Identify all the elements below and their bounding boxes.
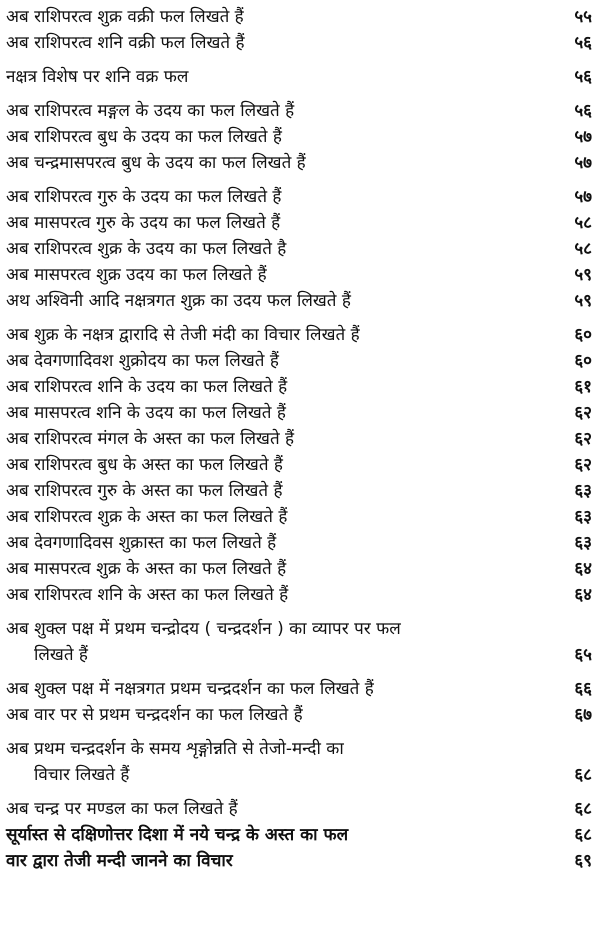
toc-entry-page: ६०	[574, 325, 592, 345]
toc-entry-title: अब राशिपरत्व शनि के उदय का फल लिखते हैं	[6, 377, 288, 397]
toc-entry	[6, 478, 596, 504]
toc-entry-page: ५८	[574, 239, 592, 259]
toc-entry	[6, 582, 596, 608]
toc-entry-title-line1: अब शुक्ल पक्ष में प्रथम चन्द्रोदय ( चन्द्रदर्शन ) का व्यापर पर फल	[6, 619, 401, 639]
toc-entry-title: अब राशिपरत्व शनि वक्री फल लिखते हैं	[6, 33, 245, 53]
toc-entry-title: सूर्यास्त से दक्षिणोत्तर दिशा में नये चन्द्र के अस्त का फल	[6, 825, 349, 845]
toc-entry-page: ५६	[574, 33, 592, 53]
toc-entry-page: ५६	[574, 67, 592, 87]
toc-entry-page: ६८	[574, 765, 592, 785]
toc-entry	[6, 30, 596, 56]
toc-entry	[6, 262, 596, 288]
toc-entry	[6, 848, 596, 874]
toc-entry	[6, 796, 596, 822]
toc-entry	[6, 556, 596, 582]
toc-entry-title: अब देवगणादिवश शुक्रोदय का फल लिखते हैं	[6, 351, 279, 371]
toc-entry	[6, 676, 596, 702]
toc-entry-title: अब मासपरत्व गुरु के उदय का फल लिखते हैं	[6, 213, 281, 233]
toc-entry-page: ६२	[574, 403, 592, 423]
toc-entry	[6, 736, 596, 788]
toc-entry-page: ६६	[574, 679, 592, 699]
toc-entry-page: ६८	[574, 825, 592, 845]
toc-entry-title: अब देवगणादिवस शुक्रास्त का फल लिखते हैं	[6, 533, 277, 553]
toc-entry-title: अब चन्द्रमासपरत्व बुध के उदय का फल लिखते हैं	[6, 153, 306, 173]
toc-entry-title: अथ अश्विनी आदि नक्षत्रगत शुक्र का उदय फल लिखते हैं	[6, 291, 351, 311]
toc-entry-title: अब राशिपरत्व शुक्र के अस्त का फल लिखते हैं	[6, 507, 288, 527]
toc-entry-page: ६३	[574, 533, 592, 553]
toc-entry-page: ६९	[574, 851, 592, 871]
toc-entry-page: ६४	[574, 559, 592, 579]
toc-entry	[6, 288, 596, 314]
toc-entry-page: ६३	[574, 507, 592, 527]
toc-entry	[6, 530, 596, 556]
toc-entry	[6, 322, 596, 348]
table-of-contents	[6, 4, 596, 874]
toc-entry-title: अब राशिपरत्व गुरु के उदय का फल लिखते हैं	[6, 187, 282, 207]
toc-entry-page: ६३	[574, 481, 592, 501]
toc-entry	[6, 702, 596, 728]
toc-entry-title: अब मासपरत्व शनि के उदय का फल लिखते हैं	[6, 403, 286, 423]
toc-entry	[6, 184, 596, 210]
toc-entry	[6, 426, 596, 452]
toc-entry-title-line2: लिखते हैं	[34, 645, 88, 665]
toc-entry-title: अब राशिपरत्व बुध के अस्त का फल लिखते हैं	[6, 455, 283, 475]
toc-entry-page: ६५	[574, 645, 592, 665]
toc-entry-title: अब राशिपरत्व बुध के उदय का फल लिखते हैं	[6, 127, 282, 147]
toc-entry-title-line1: अब प्रथम चन्द्रदर्शन के समय शृङ्गोन्नति से तेजो-मन्दी का	[6, 739, 344, 759]
toc-entry-title: नक्षत्र विशेष पर शनि वक्र फल	[6, 67, 189, 87]
toc-entry-page: ६२	[574, 455, 592, 475]
toc-entry	[6, 504, 596, 530]
toc-entry-page: ५७	[574, 187, 592, 207]
toc-entry	[6, 64, 596, 90]
toc-entry	[6, 400, 596, 426]
toc-entry-page: ५९	[574, 265, 592, 285]
toc-entry-title: अब मासपरत्व शुक्र के अस्त का फल लिखते हैं	[6, 559, 287, 579]
toc-entry-page: ५७	[574, 153, 592, 173]
toc-entry	[6, 150, 596, 176]
toc-entry-title: अब राशिपरत्व गुरु के अस्त का फल लिखते हैं	[6, 481, 283, 501]
toc-entry-title: अब राशिपरत्व शनि के अस्त का फल लिखते हैं	[6, 585, 289, 605]
toc-entry-title: अब वार पर से प्रथम चन्द्रदर्शन का फल लिखते हैं	[6, 705, 303, 725]
toc-entry	[6, 210, 596, 236]
toc-entry-page: ५८	[574, 213, 592, 233]
toc-entry	[6, 98, 596, 124]
toc-entry-page: ५५	[574, 7, 592, 27]
toc-entry-title: वार द्वारा तेजी मन्दी जानने का विचार	[6, 851, 233, 871]
toc-entry-page: ५७	[574, 127, 592, 147]
toc-entry	[6, 452, 596, 478]
toc-entry-title: अब राशिपरत्व मङ्गल के उदय का फल लिखते हैं	[6, 101, 295, 121]
toc-entry	[6, 348, 596, 374]
toc-entry-title: अब शुक्ल पक्ष में नक्षत्रगत प्रथम चन्द्रदर्शन का फल लिखते हैं	[6, 679, 374, 699]
toc-entry-title	[6, 736, 596, 788]
toc-entry-title	[6, 616, 596, 668]
toc-entry-page: ५६	[574, 101, 592, 121]
toc-entry	[6, 236, 596, 262]
toc-entry-title: अब राशिपरत्व मंगल के अस्त का फल लिखते हैं	[6, 429, 295, 449]
toc-entry-page: ६०	[574, 351, 592, 371]
toc-entry-page: ६१	[574, 377, 592, 397]
toc-entry-title: अब राशिपरत्व शुक्र वक्री फल लिखते हैं	[6, 7, 244, 27]
toc-entry	[6, 822, 596, 848]
toc-entry-title: अब चन्द्र पर मण्डल का फल लिखते हैं	[6, 799, 238, 819]
toc-entry-title-line2: विचार लिखते हैं	[34, 765, 130, 785]
toc-entry-title: अब शुक्र के नक्षत्र द्वारादि से तेजी मंदी का विचार लिखते हैं	[6, 325, 360, 345]
toc-entry-page: ६७	[574, 705, 592, 725]
toc-entry-title: अब मासपरत्व शुक्र उदय का फल लिखते हैं	[6, 265, 267, 285]
toc-entry-page: ६२	[574, 429, 592, 449]
toc-entry	[6, 374, 596, 400]
toc-entry-page: ५९	[574, 291, 592, 311]
toc-entry	[6, 616, 596, 668]
toc-entry	[6, 4, 596, 30]
toc-entry	[6, 124, 596, 150]
toc-entry-page: ६८	[574, 799, 592, 819]
toc-entry-title: अब राशिपरत्व शुक्र के उदय का फल लिखते है	[6, 239, 287, 259]
toc-entry-page: ६४	[574, 585, 592, 605]
